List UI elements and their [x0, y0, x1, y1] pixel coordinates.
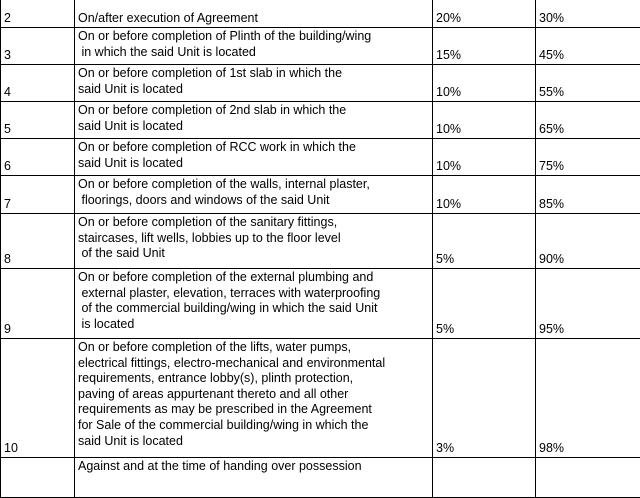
cumulative-percent: 95% [536, 269, 640, 339]
installment-percent [433, 458, 536, 498]
installment-percent: 3% [433, 339, 536, 458]
milestone-description: On or before completion of RCC work in which the said Unit is located [75, 139, 433, 176]
installment-percent: 10% [433, 139, 536, 176]
table-row [1, 269, 640, 339]
milestone-description: Against and at the time of handing over possession [75, 458, 433, 498]
installment-percent: 5% [433, 214, 536, 269]
row-number: 9 [1, 269, 75, 339]
row-number: 7 [1, 176, 75, 214]
row-number: 10 [1, 339, 75, 458]
milestone-description: On or before completion of 1st slab in which the said Unit is located [75, 65, 433, 102]
milestone-description: On or before completion of 2nd slab in which the said Unit is located [75, 102, 433, 139]
installment-percent: 10% [433, 176, 536, 214]
milestone-description: On/after execution of Agreement [75, 0, 433, 28]
milestone-description: On or before completion of Plinth of the building/wing in which the said Unit is located [75, 28, 433, 65]
milestone-description: On or before completion of the walls, internal plaster, floorings, doors and windows of the said Unit [75, 176, 433, 214]
row-number: 8 [1, 214, 75, 269]
installment-percent: 5% [433, 269, 536, 339]
table-row [1, 458, 640, 498]
cumulative-percent: 30% [536, 0, 640, 28]
installment-percent: 15% [433, 28, 536, 65]
row-number [1, 458, 75, 498]
cumulative-percent: 55% [536, 65, 640, 102]
row-number: 2 [1, 0, 75, 28]
table-row [1, 214, 640, 269]
cumulative-percent: 98% [536, 339, 640, 458]
cumulative-percent: 90% [536, 214, 640, 269]
milestone-description: On or before completion of the sanitary fittings, staircases, lift wells, lobbies up to the floor level of the said Unit [75, 214, 433, 269]
installment-percent: 20% [433, 0, 536, 28]
table-row [1, 28, 640, 65]
row-number: 4 [1, 65, 75, 102]
cumulative-percent [536, 458, 640, 498]
cumulative-percent: 85% [536, 176, 640, 214]
cumulative-percent: 75% [536, 139, 640, 176]
row-number: 6 [1, 139, 75, 176]
table-row [1, 65, 640, 102]
table-row [1, 0, 640, 28]
table-row [1, 102, 640, 139]
row-number: 3 [1, 28, 75, 65]
cumulative-percent: 45% [536, 28, 640, 65]
milestone-description: On or before completion of the lifts, water pumps, electrical fittings, electro-mechanical and environmental requirements, entrance lobby(s), plinth protection, paving of areas appurtenant thereto and all other requirements as may be prescribed in the Agreement for Sale of the commercial building/wing in which the said Unit is located [75, 339, 433, 458]
milestone-description: On or before completion of the external plumbing and external plaster, elevation, terraces with waterproofing of the commercial building/wing in which the said Unit is located [75, 269, 433, 339]
row-number: 5 [1, 102, 75, 139]
cumulative-percent: 65% [536, 102, 640, 139]
table-row [1, 139, 640, 176]
installment-percent: 10% [433, 102, 536, 139]
installment-percent: 10% [433, 65, 536, 102]
table-row [1, 176, 640, 214]
table-row [1, 339, 640, 458]
